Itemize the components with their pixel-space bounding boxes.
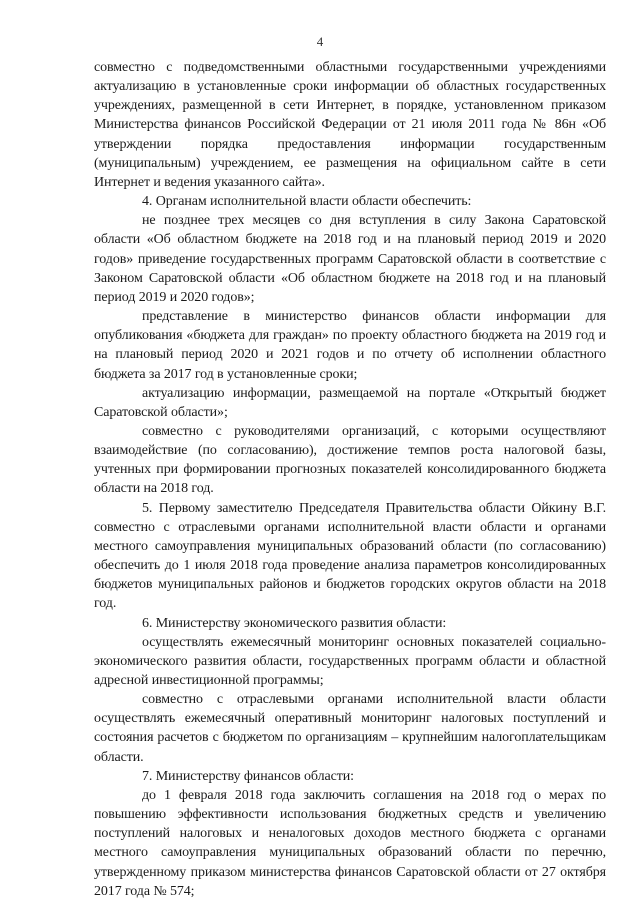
page-number: 4 [316,34,324,49]
paragraph-item-5: 5. Первому заместителю Председателя Правительства области Ойкину В.Г. совместно с отраслевыми органами исполнительной власти области и органами местного самоуправления муниципальных образований области (по согласованию) обеспечить до 1 июля 2018 года проведение анализа параметров консолидированных бюджетов муниципальных районов и бюджетов городских округов области на 2018 год. [94,500,606,612]
paragraph-item-4-budget-for-citizens: представление в министерство финансов области информации для опубликования «бюджета для граждан» по проекту областного бюджета на 2019 год и на плановый период 2020 и 2021 годов и по отчету об исполнении областного бюджета за 2017 год в установленные сроки; [94,309,606,382]
paragraph-item-6-monitoring: осуществлять ежемесячный мониторинг основных показателей социально-экономического развития области, государственных программ области и областной адресной инвестиционной программы; [94,634,606,688]
paragraph-item-7-heading: 7. Министерству финансов области: [142,768,354,784]
document-body [94,58,606,901]
paragraph-item-7-agreements: до 1 февраля 2018 года заключить соглашения на 2018 год о мерах по повышению эффективности использования бюджетных средств и увеличению поступлений налоговых и неналоговых доходов местного бюджета с органами местного самоуправления муниципальных образований области по перечню, утвержденному приказом министерства финансов Саратовской области от 27 октября 2017 года № 574; [94,787,606,899]
paragraph-item-6-tax-monitoring: совместно с отраслевыми органами исполнительной власти области осуществлять ежемесячный оперативный мониторинг налоговых поступлений и состояния расчетов с бюджетом по организациям – крупнейшим налогоплательщикам области. [94,692,606,765]
paragraph-item-4-tax-base: совместно с руководителями организаций, с которыми осуществляют взаимодействие (по согласованию), достижение темпов роста налоговой базы, учтенных при формировании прогнозных показателей консолидированного бюджета области на 2018 год. [94,423,606,497]
paragraph-item-4-programs: не позднее трех месяцев со дня вступления в силу Закона Саратовской области «Об областном бюджете на 2018 год и на плановый период 2019 и 2020 годов» приведение государственных программ Саратовской области в соответствие с Законом Саратовской области «Об областном бюджете на 2018 год и на плановый период 2019 и 2020 годов»; [94,213,606,305]
paragraph-item-4-open-budget-portal: актуализацию информации, размещаемой на портале «Открытый бюджет Саратовской области»; [94,385,606,420]
paragraph-continuation: совместно с подведомственными областными государственными учреждениями актуализацию в установленные сроки информации об областных государственных учреждениях, размещенной в сети Интернет, в порядке, установленном приказом Министерства финансов Российской Федерации от 21 июля 2011 года № 86н «Об утверждении порядка предоставления информации государственным (муниципальным) учреждением, ее размещения на официальном сайте в сети Интернет и ведения указанного сайта». [94,60,606,190]
paragraph-item-4-heading: 4. Органам исполнительной власти области обеспечить: [142,194,472,210]
paragraph-item-6-heading: 6. Министерству экономического развития области: [142,615,447,631]
